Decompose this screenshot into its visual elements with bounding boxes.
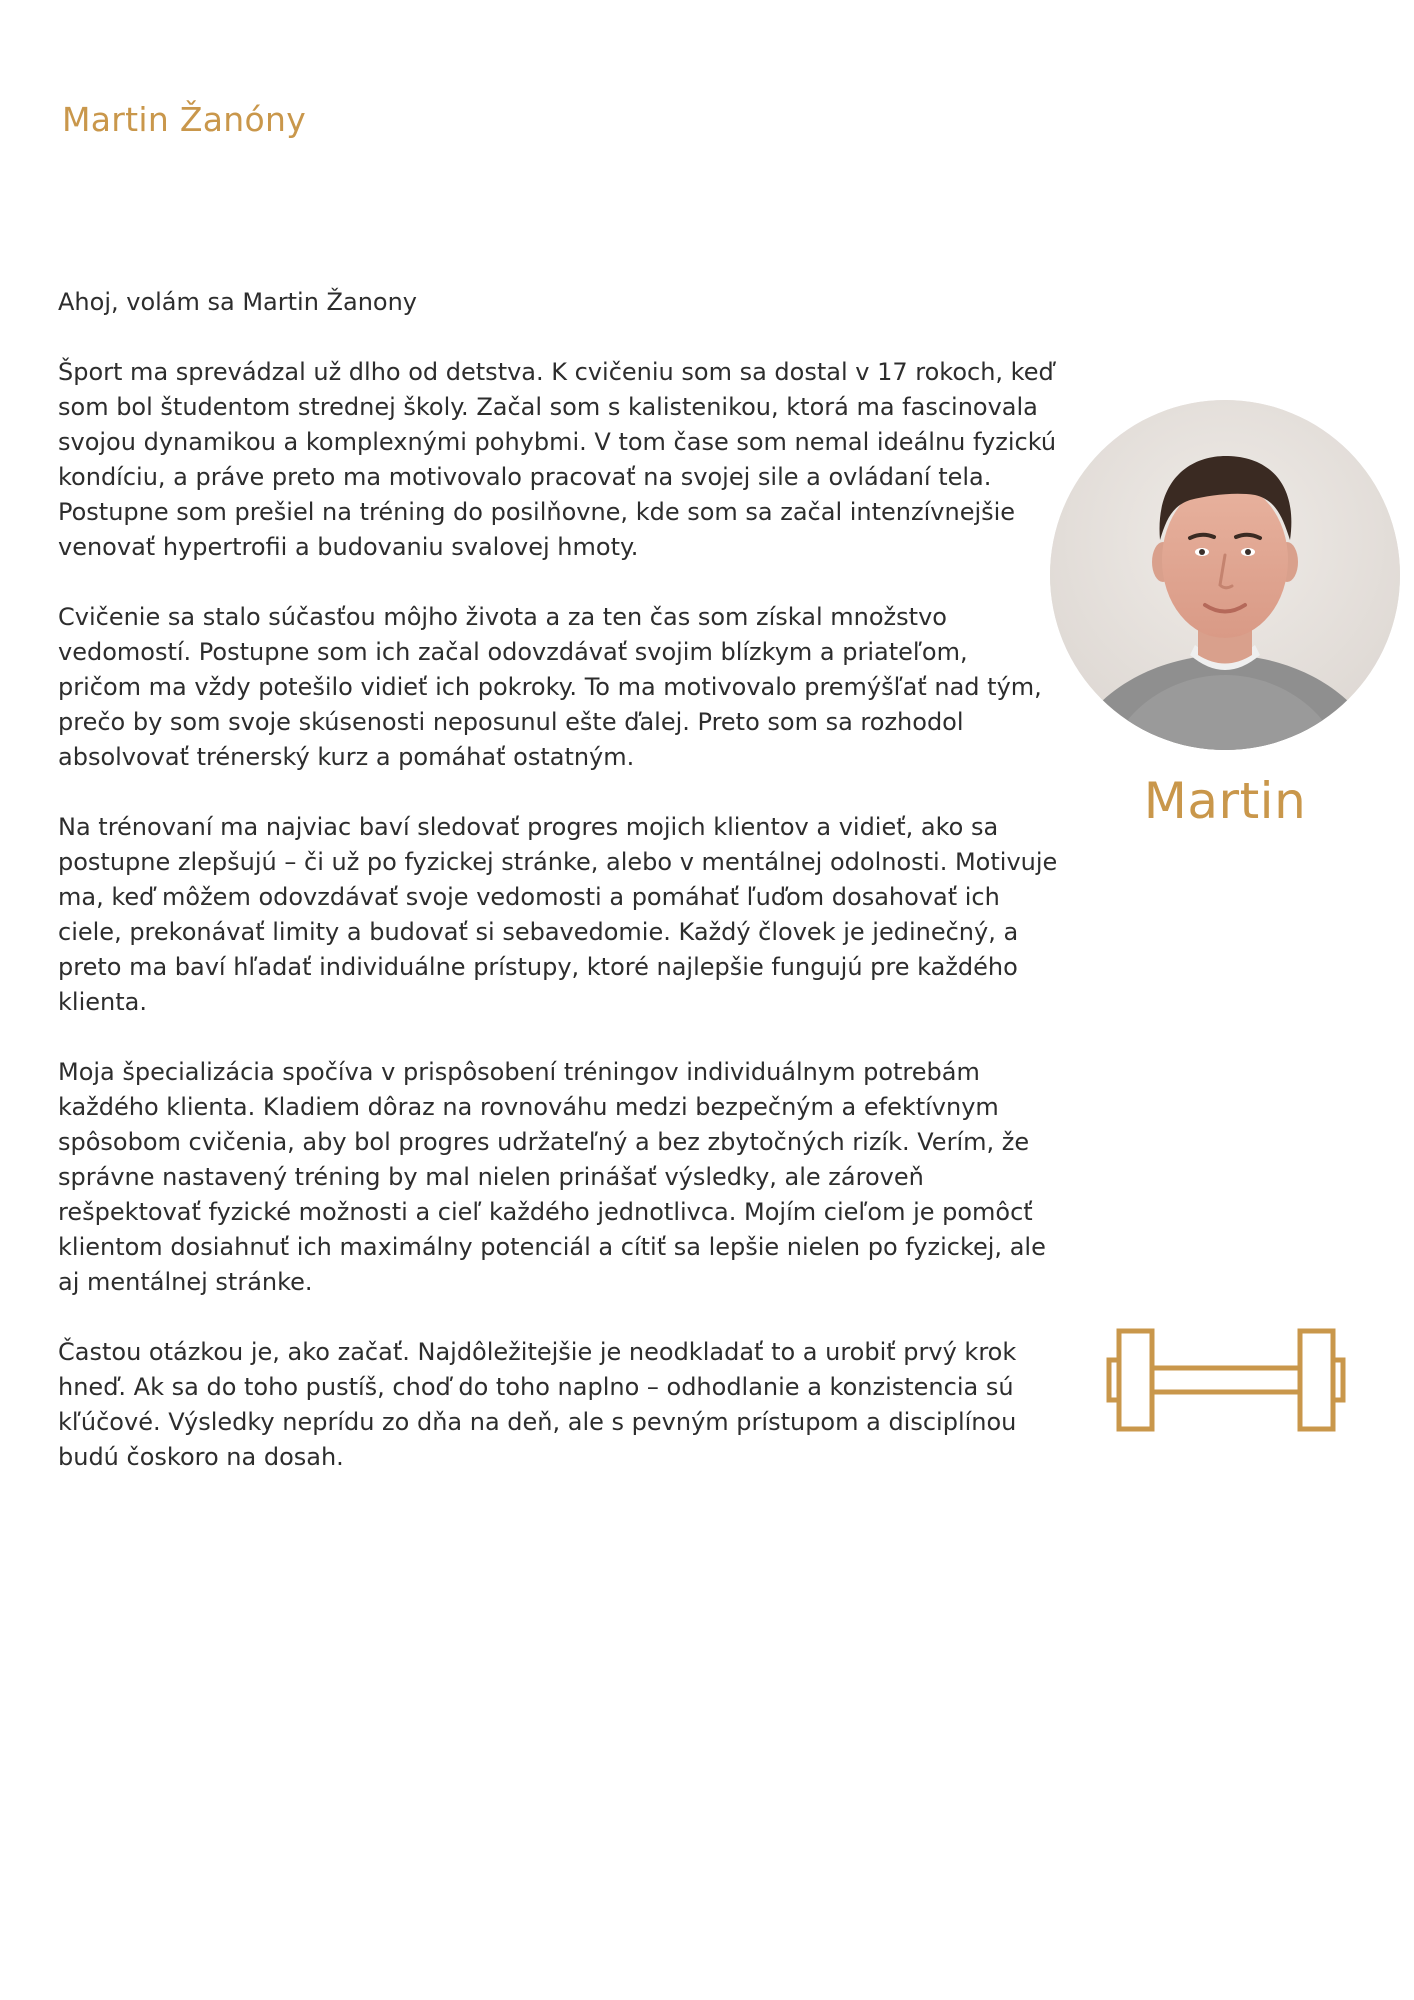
bio-text <box>58 285 1058 1510</box>
bio-greeting: Ahoj, volám sa Martin Žanony <box>58 288 418 316</box>
trainer-photo <box>1050 400 1400 750</box>
trainer-name-heading: Martin Žanóny <box>62 100 307 139</box>
bio-paragraph-advice: Častou otázkou je, ako začať. Najdôležitejšie je neodkladať to a urobiť prvý krok hneď. Ak sa do toho pustíš, choď do toho naplno – odhodlanie a konzistencia sú kľúčové. Výsledky neprídu zo dňa na deň, ale s pevným prístupom a disciplínou budú čoskoro na dosah. <box>58 1338 1017 1471</box>
bio-paragraph-motivation: Na trénovaní ma najviac baví sledovať progres mojich klientov a vidieť, ako sa postupne zlepšujú – či už po fyzickej stránke, alebo v mentálnej odolnosti. Motivuje ma, keď môžem odovzdávať svoje vedomosti a pomáhať ľuďom dosahovať ich ciele, prekonávať limity a budovať si sebavedomie. Každý človek je jedinečný, a preto ma baví hľadať individuálne prístupy, ktoré najlepšie fungujú pre každého klienta. <box>58 813 1058 1016</box>
trainer-first-name: Martin <box>1143 772 1307 830</box>
bio-paragraph-coaching: Cvičenie sa stalo súčasťou môjho života a za ten čas som získal množstvo vedomostí. Postupne som ich začal odovzdávať svojim blízkym a priateľom, pričom ma vždy potešilo vidieť ich pokroky. To ma motivovalo premýšľať nad tým, prečo by som svoje skúsenosti neposunul ešte ďalej. Preto som sa rozhodol absolvovať trénerský kurz a pomáhať ostatným. <box>58 603 1042 771</box>
bio-paragraph-background: Šport ma sprevádzal už dlho od detstva. K cvičeniu som sa dostal v 17 rokoch, keď som bol študentom strednej školy. Začal som s kalistenikou, ktorá ma fascinovala svojou dynamikou a komplexnými pohybmi. V tom čase som nemal ideálnu fyzickú kondíciu, a práve preto ma motivovalo pracovať na svojej sile a ovládaní tela. Postupne som prešiel na tréning do posilňovne, kde som sa začal intenzívnejšie venovať hypertrofii a budovaniu svalovej hmoty. <box>58 358 1057 561</box>
dumbbell-icon <box>1106 1325 1346 1435</box>
bio-paragraph-specialization: Moja špecializácia spočíva v prispôsobení tréningov individuálnym potrebám každého klienta. Kladiem dôraz na rovnováhu medzi bezpečným a efektívnym spôsobom cvičenia, aby bol progres udržateľný a bez zbytočných rizík. Verím, že správne nastavený tréning by mal nielen prinášať výsledky, ale zároveň rešpektovať fyzické možnosti a cieľ každého jednotlivca. Mojím cieľom je pomôcť klientom dosiahnuť ich maximálny potenciál a cítiť sa lepšie nielen po fyzickej, ale aj mentálnej stránke. <box>58 1058 1046 1296</box>
